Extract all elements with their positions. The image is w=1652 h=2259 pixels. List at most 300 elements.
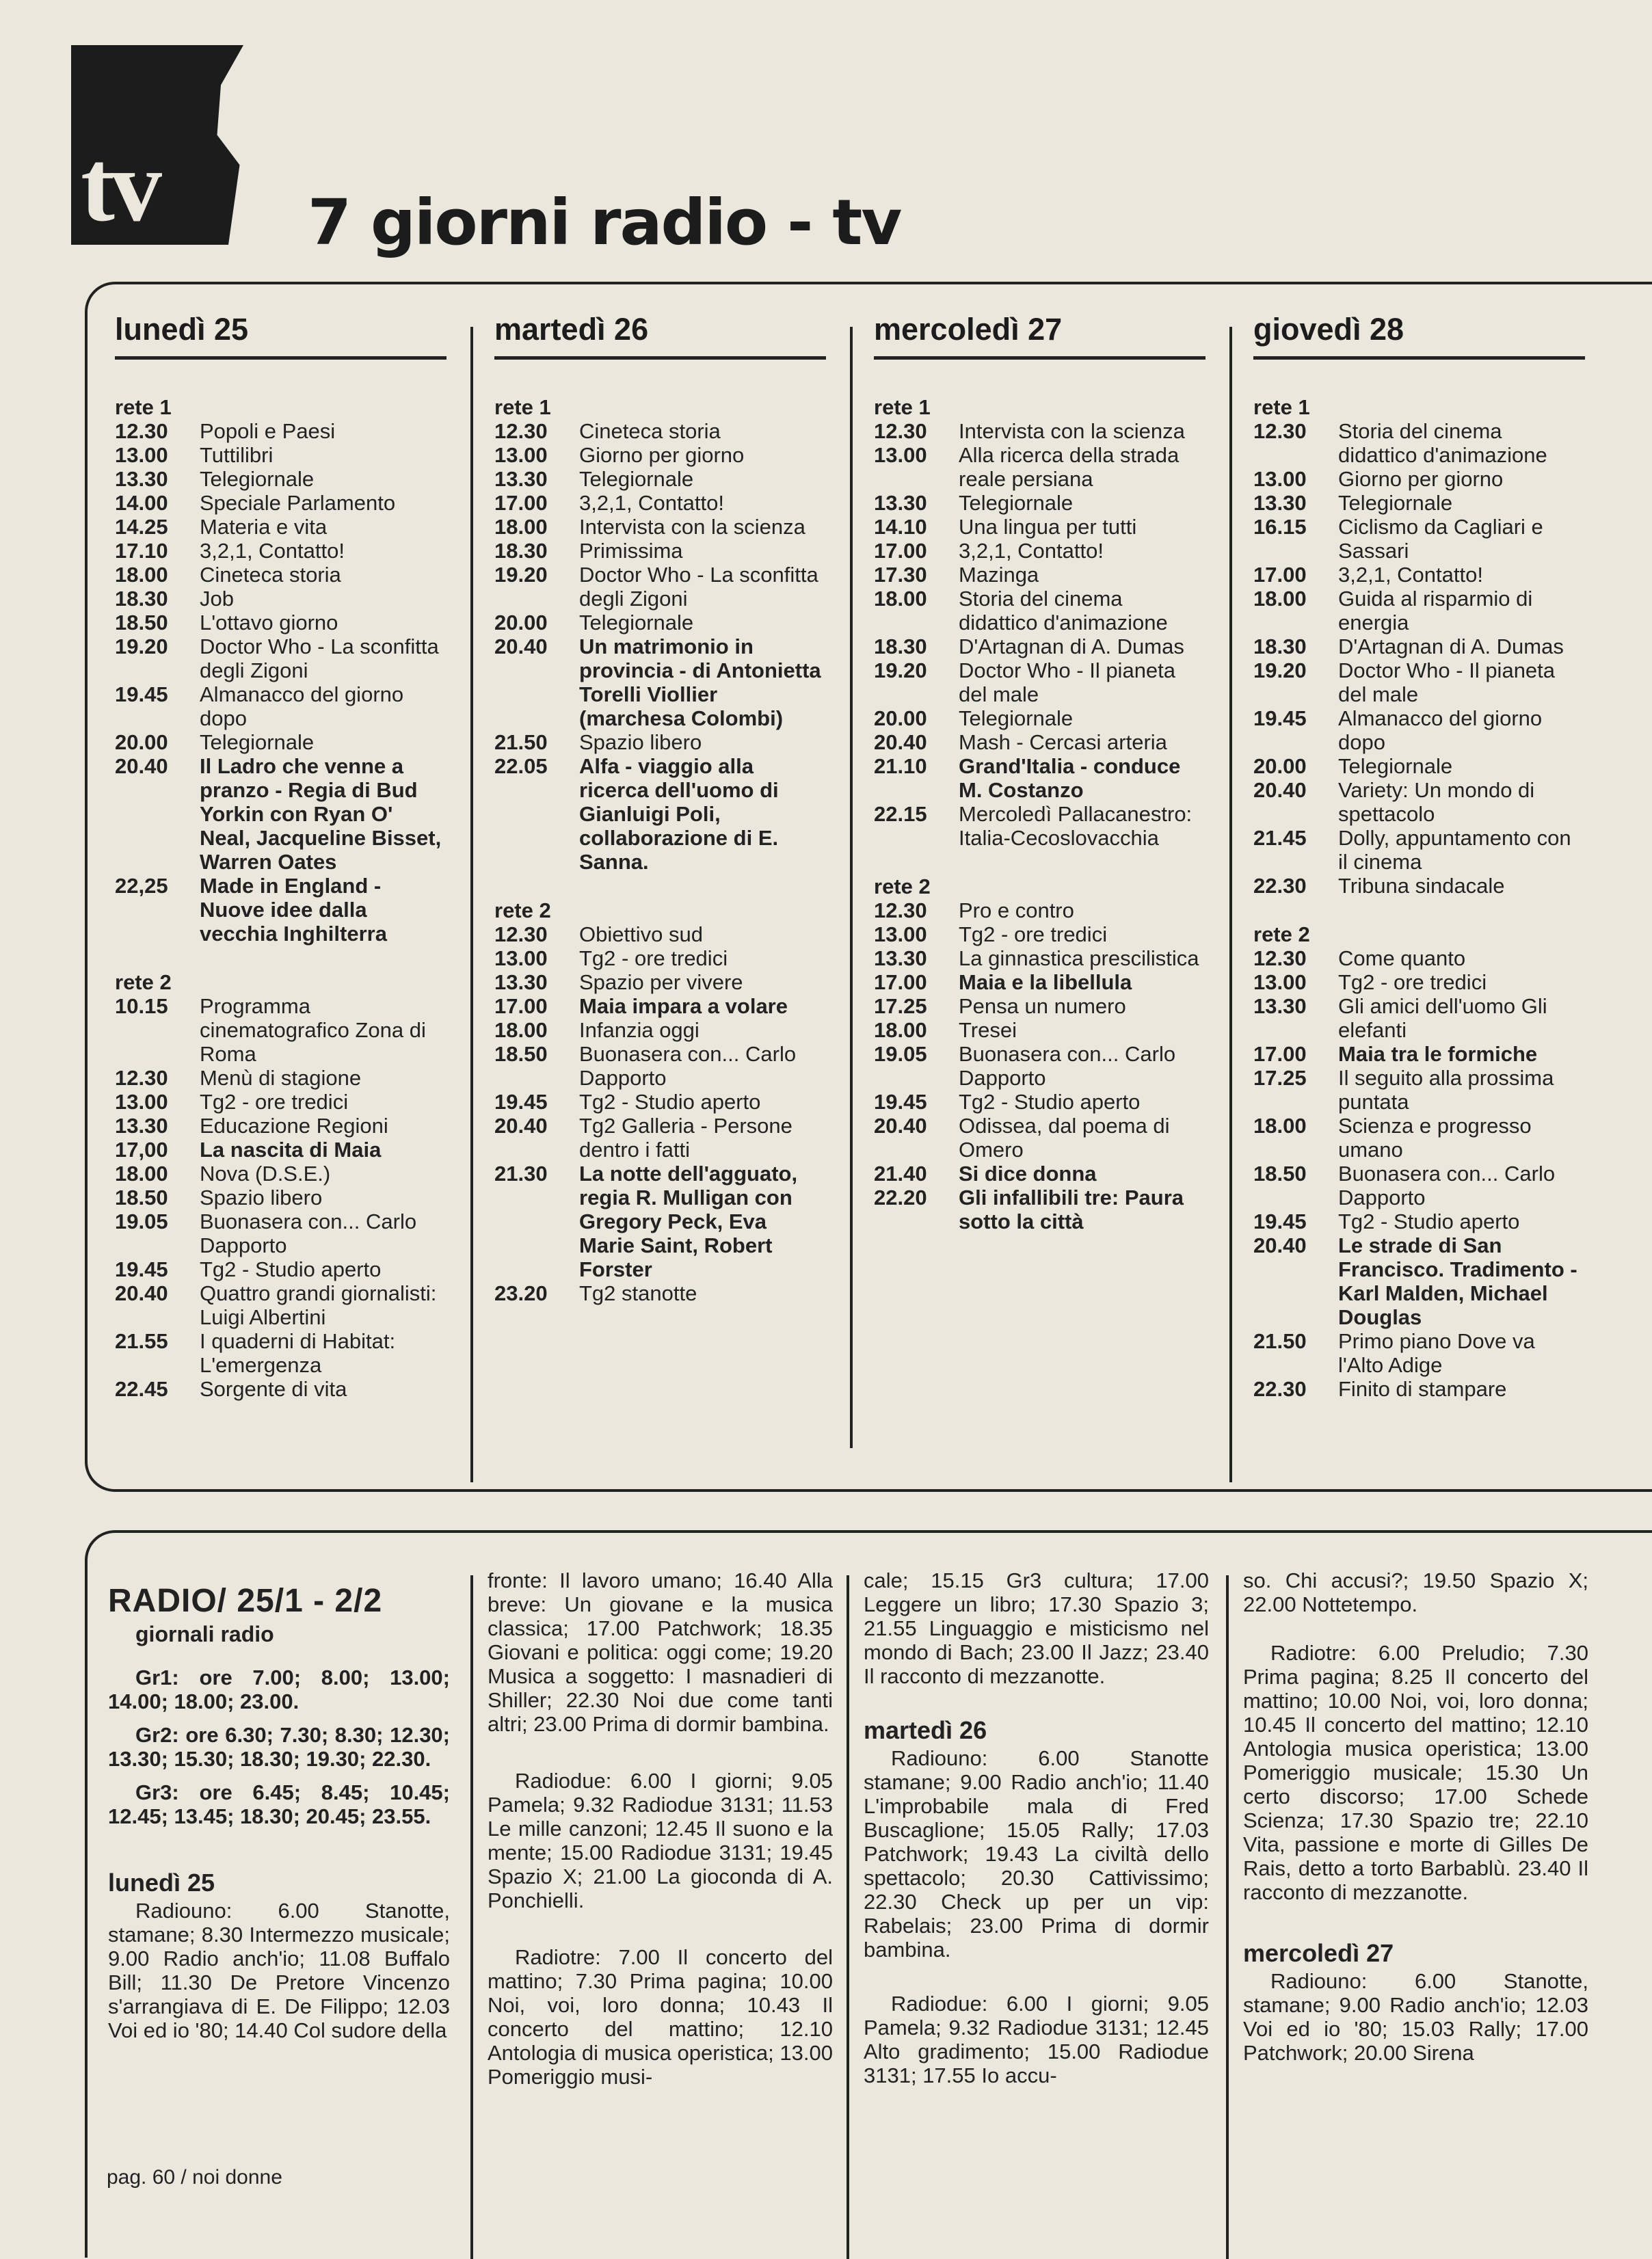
program-title: Gli infallibili tre: Paura sotto la città [959, 1186, 1184, 1233]
program-time: 19.20 [494, 563, 548, 587]
channel-label: rete 1 [1253, 395, 1310, 419]
program-title: Intervista con la scienza [579, 515, 805, 539]
tv-day-column [494, 312, 826, 1305]
program-row [874, 658, 1205, 706]
program-time: 14.10 [874, 515, 927, 539]
program-title: Buonasera con... Carlo Dapporto [959, 1042, 1176, 1090]
column-divider [850, 327, 853, 1448]
program-time: 13.30 [494, 467, 548, 491]
program-title: D'Artagnan di A. Dumas [1338, 634, 1564, 658]
program-time: 22.45 [115, 1377, 168, 1401]
program-title: Tg2 stanotte [579, 1281, 697, 1305]
program-title: Giorno per giorno [1338, 467, 1504, 491]
radio-heading: RADIO/ 25/1 - 2/2 [108, 1583, 383, 1619]
program-row [1253, 1162, 1585, 1209]
program-row [494, 634, 826, 730]
program-title: Il Ladro che venne a pranzo - Regia di Bud Yorkin con Ryan O' Neal, Jacqueline Bisset, Warren Oates [200, 754, 442, 874]
program-row [494, 611, 826, 634]
program-time: 21.50 [1253, 1329, 1307, 1353]
radio-schedule-text: Radiouno: 6.00 Stanotte, stamane; 9.00 Radio anch'io; 12.03 Voi ed io '80; 15.03 Rally; 17.00 Patchwork; 20.00 Sirena [1243, 1969, 1588, 2065]
column-divider [470, 327, 473, 1482]
page-title: 7 giorni radio - tv [308, 186, 901, 259]
program-title: Maia e la libellula [959, 970, 1132, 994]
program-time: 21.55 [115, 1329, 168, 1353]
program-title: Doctor Who - Il pianeta del male [1338, 658, 1556, 706]
program-time: 17.00 [494, 491, 548, 515]
program-time: 12.30 [874, 898, 927, 922]
program-row [494, 1281, 826, 1305]
program-row [874, 443, 1205, 491]
program-row [874, 1042, 1205, 1090]
program-title: Almanacco del giorno dopo [1338, 706, 1543, 754]
program-row [115, 754, 447, 874]
radio-schedule-text: Radiouno: 6.00 Stanotte stamane; 9.00 Radio anch'io; 11.40 L'improbabile mala di Fred Buscaglione; 15.05 Rally; 17.03 Patchwork; 19.43 La civiltà dello spettacolo; 20.30 Cattivissimo; 22.30 Check up per un vip: Rabelais; 23.00 Prima di dormir bambina. [864, 1746, 1209, 1962]
program-row [494, 970, 826, 994]
program-title: Spazio libero [579, 730, 702, 754]
program-row [874, 491, 1205, 515]
program-row [874, 1186, 1205, 1233]
radio-column [108, 1574, 450, 2063]
program-row [1253, 1042, 1585, 1066]
program-time: 22.30 [1253, 1377, 1307, 1401]
program-row [494, 515, 826, 539]
program-row [494, 1162, 826, 1281]
column-divider [1229, 327, 1232, 1482]
program-title: Maia tra le formiche [1338, 1042, 1538, 1066]
program-time: 20.40 [1253, 1233, 1307, 1257]
tv-day-column [874, 312, 1205, 1233]
radio-column [488, 1568, 833, 2109]
program-time: 13.30 [494, 970, 548, 994]
program-title: Come quanto [1338, 946, 1466, 970]
tv-logo [71, 45, 274, 245]
channel-label: rete 2 [874, 874, 931, 898]
program-title: Spazio per vivere [579, 970, 743, 994]
radio-day-heading: mercoledì 27 [1243, 1939, 1394, 1967]
program-title: Maia impara a volare [579, 994, 788, 1018]
program-row [494, 1042, 826, 1090]
program-time: 13.00 [874, 443, 927, 467]
program-row [1253, 946, 1585, 970]
program-time: 18.50 [115, 611, 168, 634]
channel-label: rete 1 [874, 395, 931, 419]
program-title: Doctor Who - La sconfitta degli Zigoni [200, 634, 439, 682]
program-row [874, 1162, 1205, 1186]
program-row [115, 611, 447, 634]
program-title: Almanacco del giorno dopo [200, 682, 404, 730]
program-time: 18.00 [115, 563, 168, 587]
program-row [1253, 658, 1585, 706]
program-title: Buonasera con... Carlo Dapporto [200, 1209, 417, 1257]
program-time: 22.05 [494, 754, 548, 778]
program-row [1253, 515, 1585, 563]
program-title: Grand'Italia - conduce M. Costanzo [959, 754, 1181, 802]
program-row [115, 1162, 447, 1186]
tv-day-heading: martedì 26 [494, 317, 826, 360]
program-title: Pro e contro [959, 898, 1074, 922]
program-time: 20.40 [874, 730, 927, 754]
program-row [494, 1114, 826, 1162]
program-time: 14.00 [115, 491, 168, 515]
tv-schedule-panel [85, 282, 1652, 1492]
program-time: 21.30 [494, 1162, 548, 1186]
program-time: 20.40 [115, 754, 168, 778]
program-time: 18.00 [494, 515, 548, 539]
program-title: I quaderni di Habitat: L'emergenza [200, 1329, 396, 1377]
program-row [115, 1281, 447, 1329]
section-gap [494, 874, 826, 898]
radio-day-heading: lunedì 25 [108, 1869, 215, 1897]
program-time: 14.25 [115, 515, 168, 539]
program-row [1253, 1209, 1585, 1233]
program-row [115, 874, 447, 946]
program-time: 22.20 [874, 1186, 927, 1209]
program-time: 13.30 [874, 946, 927, 970]
program-row [1253, 1066, 1585, 1114]
program-time: 18.30 [1253, 634, 1307, 658]
section-gap [874, 850, 1205, 874]
tv-day-heading: mercoledì 27 [874, 317, 1205, 360]
radio-schedule-panel [85, 1530, 1652, 2258]
program-title: Doctor Who - La sconfitta degli Zigoni [579, 563, 818, 611]
program-row [115, 1138, 447, 1162]
program-row [874, 754, 1205, 802]
program-title: Tg2 - ore tredici [579, 946, 728, 970]
program-row [494, 946, 826, 970]
program-time: 19.45 [874, 1090, 927, 1114]
radio-schedule-text: cale; 15.15 Gr3 cultura; 17.00 Leggere un libro; 17.30 Spazio 3; 21.55 Linguaggio e misticismo nel mondo di Bach; 23.00 Il Jazz; 23.40 Il racconto di mezzanotte. [864, 1568, 1209, 1688]
program-row [874, 922, 1205, 946]
program-row [1253, 826, 1585, 874]
program-time: 17.00 [494, 994, 548, 1018]
channel-label: rete 2 [115, 970, 172, 994]
program-title: Telegiornale [579, 611, 694, 634]
program-title: Menù di stagione [200, 1066, 362, 1090]
program-row [1253, 1329, 1585, 1377]
radio-schedule-text: Radiotre: 6.00 Preludio; 7.30 Prima pagina; 8.25 Il concerto del mattino; 10.00 Noi, voi, loro donna; 10.45 Il concerto del mattino; 12.10 Antologia musica operistica; 13.00 Pomeriggio musicale; 15.30 Un certo discorso; 17.00 Schede Scienza; 17.30 Spazio tre; 22.10 Vita, passione e morte di Gilles De Rais, detto a torto Barbablù. 23.40 Il racconto di mezzanotte. [1243, 1641, 1588, 1904]
program-title: 3,2,1, Contatto! [1338, 563, 1483, 587]
radio-column [1243, 1568, 1588, 2085]
program-row [874, 1018, 1205, 1042]
program-time: 12.30 [115, 419, 168, 443]
program-time: 20.00 [494, 611, 548, 634]
program-title: Speciale Parlamento [200, 491, 396, 515]
program-time: 12.30 [874, 419, 927, 443]
program-time: 13.00 [494, 443, 548, 467]
program-row [115, 587, 447, 611]
program-time: 13.00 [115, 443, 168, 467]
program-title: Alfa - viaggio alla ricerca dell'uomo di Gianluigi Poli, collaborazione di E. Sanna. [579, 754, 779, 874]
news-schedule: Gr2: ore 6.30; 7.30; 8.30; 12.30; 13.30; 15.30; 18.30; 19.30; 22.30. [108, 1723, 450, 1771]
program-title: La ginnastica prescilistica [959, 946, 1199, 970]
program-time: 20.40 [494, 1114, 548, 1138]
program-title: Il seguito alla prossima puntata [1338, 1066, 1554, 1114]
program-title: Alla ricerca della strada reale persiana [959, 443, 1180, 491]
program-title: Dolly, appuntamento con il cinema [1338, 826, 1571, 874]
program-title: 3,2,1, Contatto! [579, 491, 724, 515]
program-row [115, 1090, 447, 1114]
program-row [494, 539, 826, 563]
program-row [115, 1257, 447, 1281]
program-row [494, 994, 826, 1018]
program-time: 19.45 [1253, 1209, 1307, 1233]
program-title: Variety: Un mondo di spettacolo [1338, 778, 1535, 826]
program-title: Una lingua per tutti [959, 515, 1137, 539]
program-title: Telegiornale [1338, 491, 1453, 515]
program-time: 19.05 [115, 1209, 168, 1233]
program-time: 23.20 [494, 1281, 548, 1305]
program-time: 17.00 [1253, 563, 1307, 587]
program-row [115, 994, 447, 1066]
column-divider [470, 1575, 473, 2259]
program-time: 18.00 [494, 1018, 548, 1042]
program-title: La notte dell'agguato, regia R. Mulligan con Gregory Peck, Eva Marie Saint, Robert Forster [579, 1162, 798, 1281]
logo-letters: tv [81, 129, 158, 243]
program-row [874, 730, 1205, 754]
program-time: 21.50 [494, 730, 548, 754]
program-title: 3,2,1, Contatto! [959, 539, 1104, 563]
program-title: Telegiornale [959, 706, 1074, 730]
program-time: 17.25 [1253, 1066, 1307, 1090]
program-title: L'ottavo giorno [200, 611, 338, 634]
program-row [1253, 994, 1585, 1042]
program-title: Materia e vita [200, 515, 328, 539]
program-time: 12.30 [494, 922, 548, 946]
program-row [1253, 970, 1585, 994]
program-time: 22,25 [115, 874, 168, 898]
program-time: 18.50 [1253, 1162, 1307, 1186]
channel-label: rete 2 [1253, 922, 1310, 946]
program-title: Si dice donna [959, 1162, 1097, 1186]
program-row [874, 515, 1205, 539]
program-row [874, 539, 1205, 563]
program-time: 17.25 [874, 994, 927, 1018]
program-time: 22.15 [874, 802, 927, 826]
channel-label: rete 2 [494, 898, 551, 922]
program-title: Mazinga [959, 563, 1039, 587]
program-row [874, 898, 1205, 922]
program-row [115, 682, 447, 730]
program-title: Primissima [579, 539, 683, 563]
program-row [115, 1377, 447, 1401]
program-row [1253, 874, 1585, 898]
program-time: 19.45 [1253, 706, 1307, 730]
program-row [494, 563, 826, 611]
logo-profile-shape [198, 45, 274, 245]
program-time: 19.20 [874, 658, 927, 682]
program-time: 20.40 [494, 634, 548, 658]
program-row [115, 730, 447, 754]
program-row [115, 1209, 447, 1257]
program-row [115, 1114, 447, 1138]
program-title: Job [200, 587, 234, 611]
program-time: 20.00 [115, 730, 168, 754]
program-row [874, 946, 1205, 970]
program-time: 13.30 [1253, 491, 1307, 515]
program-row [1253, 467, 1585, 491]
program-title: Primo piano Dove va l'Alto Adige [1338, 1329, 1535, 1377]
program-title: 3,2,1, Contatto! [200, 539, 345, 563]
program-time: 18.30 [115, 587, 168, 611]
program-row [494, 491, 826, 515]
program-title: Cineteca storia [200, 563, 341, 587]
program-row [1253, 587, 1585, 634]
program-time: 22.30 [1253, 874, 1307, 898]
program-row [494, 754, 826, 874]
program-time: 12.30 [115, 1066, 168, 1090]
program-time: 18.00 [115, 1162, 168, 1186]
program-title: Ciclismo da Cagliari e Sassari [1338, 515, 1543, 563]
program-title: Programma cinematografico Zona di Roma [200, 994, 426, 1066]
program-time: 18.00 [1253, 1114, 1307, 1138]
program-time: 17.30 [874, 563, 927, 587]
program-row [874, 634, 1205, 658]
program-row [1253, 634, 1585, 658]
program-title: Spazio libero [200, 1186, 323, 1209]
program-title: Guida al risparmio di energia [1338, 587, 1533, 634]
radio-subheading: giornali radio [135, 1622, 274, 1646]
program-time: 13.00 [115, 1090, 168, 1114]
program-title: Cineteca storia [579, 419, 721, 443]
program-row [1253, 754, 1585, 778]
program-time: 13.30 [1253, 994, 1307, 1018]
program-time: 17.10 [115, 539, 168, 563]
program-time: 21.10 [874, 754, 927, 778]
program-row [1253, 491, 1585, 515]
program-row [115, 419, 447, 443]
program-title: Un matrimonio in provincia - di Antonietta Torelli Viollier (marchesa Colombi) [579, 634, 821, 730]
program-title: D'Artagnan di A. Dumas [959, 634, 1184, 658]
radio-schedule-text: Radiouno: 6.00 Stanotte, stamane; 8.30 Intermezzo musicale; 9.00 Radio anch'io; 11.08 Buffalo Bill; 11.30 De Pretore Vincenzo s'arrangiava di E. De Filippo; 12.03 Voi ed io '80; 14.40 Col sudore della [108, 1899, 450, 2042]
program-title: Popoli e Paesi [200, 419, 336, 443]
program-title: Sorgente di vita [200, 1377, 347, 1401]
page-footer: pag. 60 / noi donne [107, 2166, 282, 2189]
news-schedule: Gr3: ore 6.45; 8.45; 10.45; 12.45; 13.45; 18.30; 20.45; 23.55. [108, 1780, 450, 1828]
program-title: Telegiornale [959, 491, 1074, 515]
tv-day-heading: lunedì 25 [115, 317, 447, 360]
program-title: Finito di stampare [1338, 1377, 1507, 1401]
program-time: 18.00 [874, 587, 927, 611]
program-time: 21.40 [874, 1162, 927, 1186]
program-time: 20.00 [874, 706, 927, 730]
program-time: 12.30 [1253, 419, 1307, 443]
program-title: Made in England - Nuove idee dalla vecchia Inghilterra [200, 874, 387, 946]
column-divider [1226, 1575, 1229, 2259]
program-row [115, 443, 447, 467]
program-row [874, 994, 1205, 1018]
program-time: 19.45 [494, 1090, 548, 1114]
program-time: 13.30 [874, 491, 927, 515]
program-row [874, 970, 1205, 994]
program-row [874, 1114, 1205, 1162]
program-title: Le strade di San Francisco. Tradimento - Karl Malden, Michael Douglas [1338, 1233, 1577, 1329]
program-title: Intervista con la scienza [959, 419, 1185, 443]
tv-day-column [115, 312, 447, 1401]
program-title: Tg2 - Studio aperto [579, 1090, 761, 1114]
program-title: Obiettivo sud [579, 922, 703, 946]
program-row [115, 467, 447, 491]
program-row [1253, 419, 1585, 467]
program-title: Telegiornale [200, 730, 315, 754]
program-title: Scienza e progresso umano [1338, 1114, 1532, 1162]
program-time: 18.30 [874, 634, 927, 658]
program-row [874, 802, 1205, 850]
program-row [1253, 778, 1585, 826]
program-title: Tresei [959, 1018, 1017, 1042]
program-title: Gli amici dell'uomo Gli elefanti [1338, 994, 1547, 1042]
radio-schedule-text: Radiotre: 7.00 Il concerto del mattino; 7.30 Prima pagina; 10.00 Noi, voi, loro donna; 10.43 Il concerto del mattino; 12.10 Antologia di musica operistica; 13.00 Pomeriggio musi- [488, 1945, 833, 2089]
program-title: Pensa un numero [959, 994, 1126, 1018]
program-title: Buonasera con... Carlo Dapporto [579, 1042, 797, 1090]
program-row [874, 563, 1205, 587]
program-row [115, 634, 447, 682]
program-row [874, 1090, 1205, 1114]
program-time: 13.30 [115, 1114, 168, 1138]
program-time: 18.30 [494, 539, 548, 563]
program-row [115, 1329, 447, 1377]
program-time: 13.00 [494, 946, 548, 970]
program-title: Infanzia oggi [579, 1018, 700, 1042]
program-time: 13.00 [1253, 467, 1307, 491]
program-title: Tg2 - Studio aperto [959, 1090, 1141, 1114]
program-row [874, 419, 1205, 443]
program-time: 17.00 [874, 539, 927, 563]
tv-day-column [1253, 312, 1585, 1401]
program-title: La nascita di Maia [200, 1138, 382, 1162]
program-row [874, 706, 1205, 730]
program-row [115, 539, 447, 563]
program-row [1253, 563, 1585, 587]
radio-day-heading: martedì 26 [864, 1716, 987, 1744]
program-title: Nova (D.S.E.) [200, 1162, 331, 1186]
program-time: 18.00 [874, 1018, 927, 1042]
program-row [494, 1090, 826, 1114]
program-time: 20.00 [1253, 754, 1307, 778]
program-time: 10.15 [115, 994, 168, 1018]
section-gap [115, 946, 447, 970]
radio-schedule-text: Radiodue: 6.00 I giorni; 9.05 Pamela; 9.32 Radiodue 3131; 11.53 Le mille canzoni; 12.45 Il suono e la mente; 15.00 Radiodue 3131; 19.45 Spazio X; 21.00 La gioconda di A. Ponchielli. [488, 1769, 833, 1912]
radio-column [864, 1568, 1209, 2108]
program-title: Tuttilibri [200, 443, 274, 467]
program-row [115, 563, 447, 587]
program-time: 13.30 [115, 467, 168, 491]
program-row [115, 1186, 447, 1209]
program-row [494, 730, 826, 754]
program-time: 19.20 [115, 634, 168, 658]
program-time: 20.40 [1253, 778, 1307, 802]
program-row [1253, 1114, 1585, 1162]
column-divider [847, 1575, 849, 2259]
channel-label: rete 1 [115, 395, 172, 419]
program-row [494, 419, 826, 443]
program-time: 19.20 [1253, 658, 1307, 682]
program-time: 18.50 [494, 1042, 548, 1066]
program-row [494, 443, 826, 467]
program-title: Mash - Cercasi arteria [959, 730, 1167, 754]
program-time: 12.30 [494, 419, 548, 443]
program-time: 12.30 [1253, 946, 1307, 970]
section-gap [1253, 898, 1585, 922]
program-title: Telegiornale [200, 467, 315, 491]
program-title: Storia del cinema didattico d'animazione [959, 587, 1168, 634]
radio-schedule-text: Radiodue: 6.00 I giorni; 9.05 Pamela; 9.32 Radiodue 3131; 12.45 Alto gradimento; 15.00 Radiodue 3131; 17.55 Io accu- [864, 1992, 1209, 2087]
program-row [1253, 706, 1585, 754]
program-title: Tg2 - Studio aperto [1338, 1209, 1520, 1233]
program-title: Odissea, dal poema di Omero [959, 1114, 1170, 1162]
program-row [494, 1018, 826, 1042]
program-title: Tribuna sindacale [1338, 874, 1505, 898]
program-title: Tg2 - ore tredici [200, 1090, 349, 1114]
